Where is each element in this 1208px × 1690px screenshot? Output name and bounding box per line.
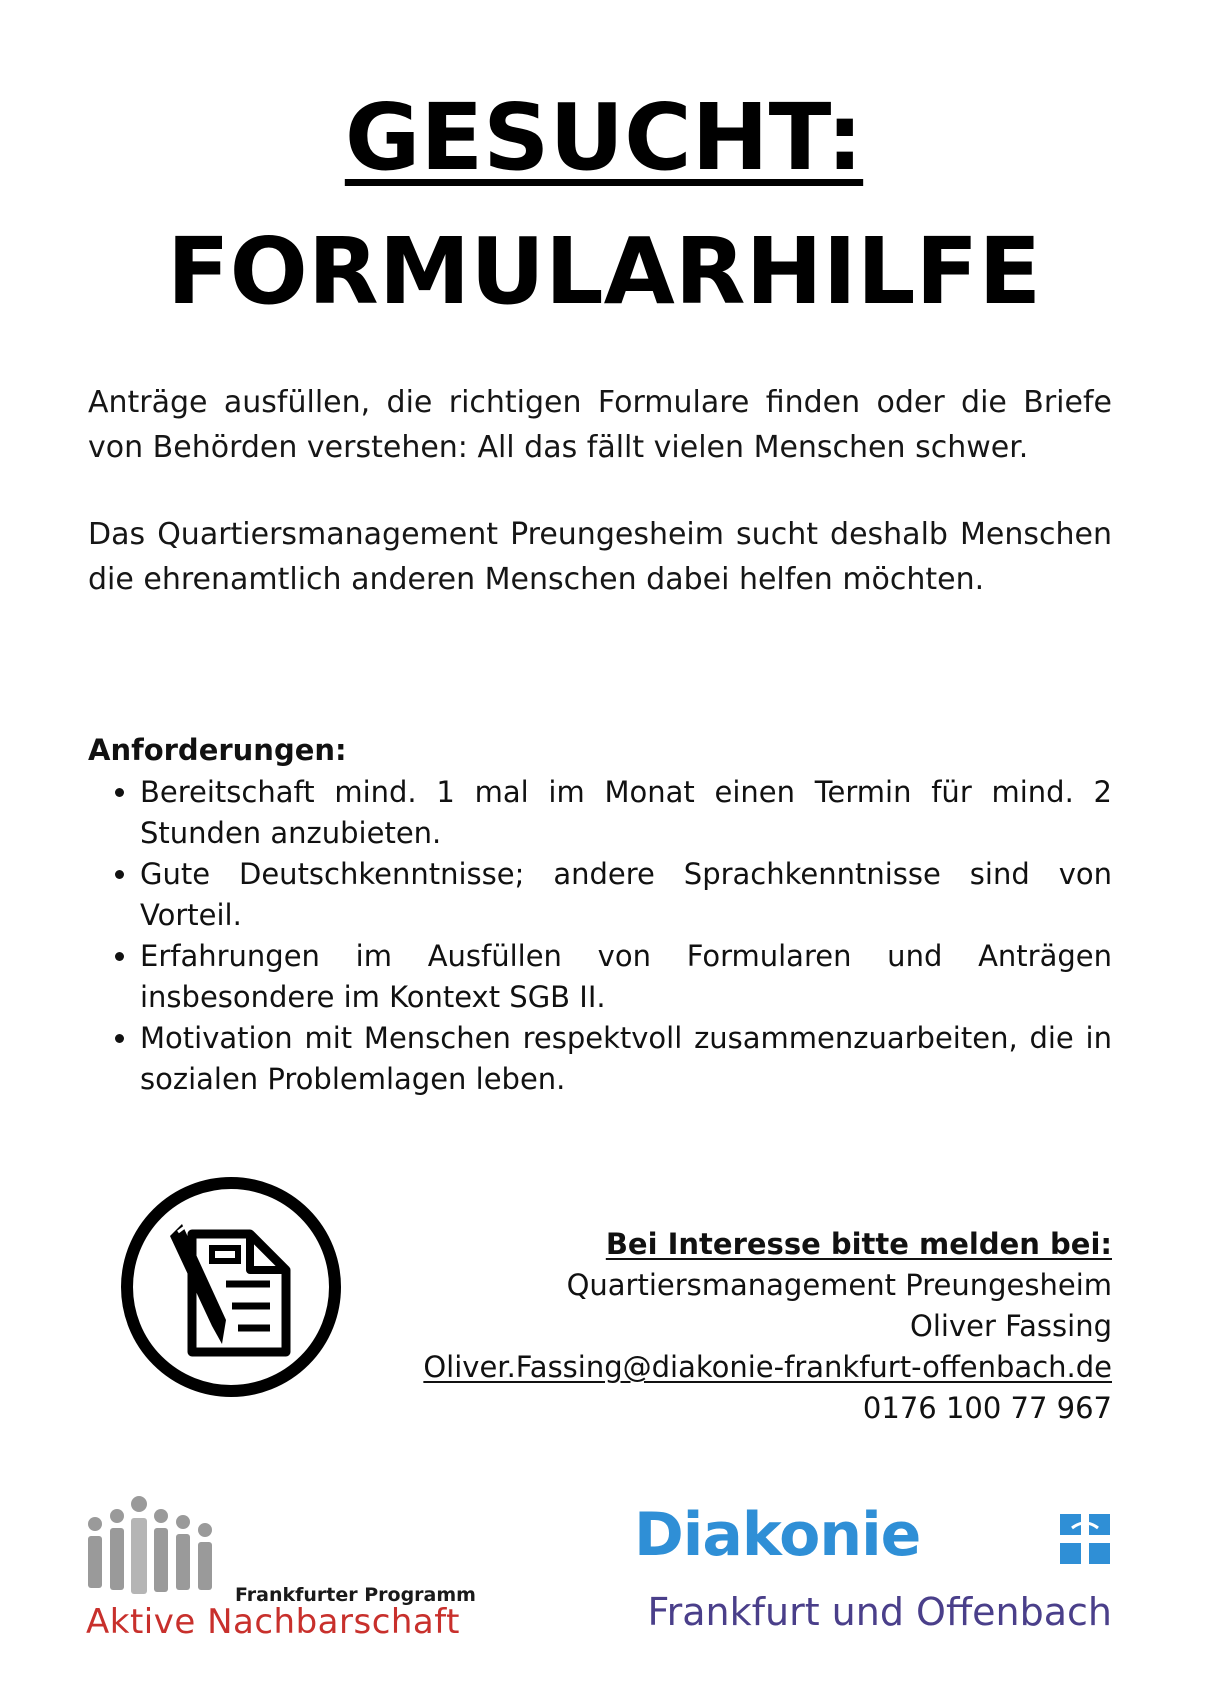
requirements-list: [88, 772, 1112, 1100]
diakonie-subtitle: Frankfurt und Offenbach: [647, 1590, 1112, 1634]
aktive-nachbarschaft-logo: [86, 1490, 476, 1650]
contact-block: [352, 1224, 1112, 1429]
requirement-item: • Bereitschaft mind. 1 mal im Monat einen Termin für mind. 2 Stunden anzubieten.: [140, 772, 1112, 854]
page-title-formularhilfe: FORMULARHILFE: [166, 218, 1042, 325]
intro-paragraph: Anträge ausfüllen, die richtigen Formulare finden oder die Briefe von Behörden verstehen: All das fällt vielen Menschen schwer.: [88, 385, 1112, 465]
diakonie-wordmark: Diakonie: [634, 1500, 921, 1570]
contact-email-link[interactable]: Oliver.Fassing@diakonie-frankfurt-offenbach.de: [423, 1350, 1112, 1384]
document-pen-icon: [118, 1174, 344, 1400]
page-title-gesucht: GESUCHT:: [344, 84, 864, 191]
diakonie-cross-icon: [1060, 1514, 1110, 1564]
logo-program-label: Frankfurter Programm: [235, 1584, 476, 1606]
requirements-heading: Anforderungen:: [88, 733, 347, 767]
requirement-item: • Erfahrungen im Ausfüllen von Formularen und Anträgen insbesondere im Kontext SGB II.: [140, 936, 1112, 1018]
contact-heading: Bei Interesse bitte melden bei:: [605, 1227, 1112, 1261]
contact-organization: Quartiersmanagement Preungesheim: [566, 1268, 1112, 1302]
diakonie-logo: [632, 1500, 1112, 1660]
contact-phone: 0176 100 77 967: [862, 1391, 1112, 1425]
contact-person: Oliver Fassing: [910, 1309, 1112, 1343]
logo-program-name: Aktive Nachbarschaft: [86, 1602, 460, 1642]
people-figures-icon: [86, 1490, 236, 1598]
requirement-item: • Motivation mit Menschen respektvoll zusammenzuarbeiten, die in sozialen Problemlagen leben.: [140, 1018, 1112, 1100]
requirement-item: • Gute Deutschkenntnisse; andere Sprachkenntnisse sind von Vorteil.: [140, 854, 1112, 936]
description-paragraph: Das Quartiersmanagement Preungesheim sucht deshalb Menschen die ehrenamtlich anderen Menschen dabei helfen möchten.: [88, 517, 1112, 597]
